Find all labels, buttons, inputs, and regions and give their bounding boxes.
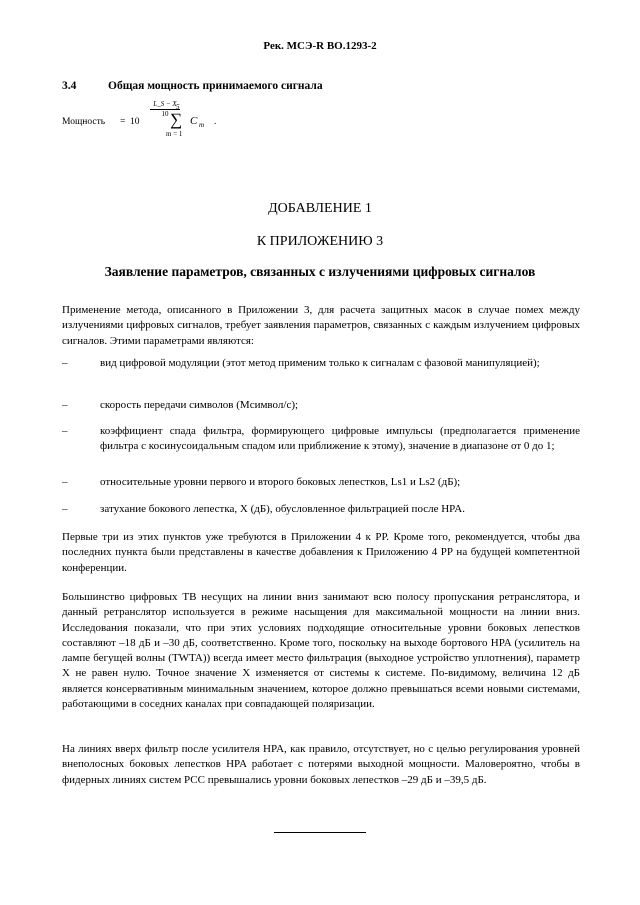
body-paragraph: Большинство цифровых ТВ несущих на линии вниз занимают всю полосу пропускания ретранслятора, и данный ретранслятор используется в режиме насыщения для максимальной мощности на линии вниз. Исследования показали, что при этих условиях подходящие относительные уровни боковых лепестков составляют –18 дБ и –30 дБ, соответственно. Кроме того, поскольку на выходе бортового HPA (усилитель на лампе бегущей волны (TWTA)) всегда имеет место фильтрация (выходное устройство уплотнения), параметр X не равен нулю. Точное значение X изменяется от системы к системе. По-видимому, величина 12 дБ является консервативным минимальным значением, которое должно превышаться всеми новыми системами, работающими в соседних каналах при совпадающей поляризации. bbox=[62, 591, 580, 711]
formula-term-subscript: m bbox=[199, 121, 205, 129]
intro-paragraph: Применение метода, описанного в Приложении 3, для расчета защитных масок в случае помех между излучениями цифровых сигналов, требует заявления параметров, связанных с каждым излучением цифровых сигналов. Этими параметрами являются: bbox=[62, 304, 580, 347]
list-item-text: вид цифровой модуляции (этот метод применим только к сигналам с фазовой манипуляцией); bbox=[100, 357, 540, 369]
addendum-title: Заявление параметров, связанных с излучениями цифровых сигналов bbox=[104, 264, 536, 279]
exponent-numerator: L_S − X bbox=[153, 100, 177, 108]
sum-symbol: ∑ bbox=[170, 110, 183, 129]
list-dash: – bbox=[62, 503, 68, 515]
formula-equals: = bbox=[120, 117, 126, 127]
section-title: Общая мощность принимаемого сигнала bbox=[108, 80, 323, 92]
sum-upper-limit: 5 bbox=[176, 103, 180, 111]
power-formula bbox=[62, 100, 362, 145]
list-item-text: коэффициент спада фильтра, формирующего цифровые импульсы (предполагается применение фильтра с косинусоидальным спадом или приближение к этому), значение в диапазоне от 0 до 1; bbox=[100, 425, 580, 453]
list-dash: – bbox=[62, 399, 68, 411]
list-item-text: относительные уровни первого и второго боковых лепестков, Ls1 и Ls2 (дБ); bbox=[100, 476, 461, 488]
list-item-text: скорость передачи символов (Мсимвол/с); bbox=[100, 399, 299, 411]
formula-lhs: Мощность bbox=[62, 117, 106, 127]
section-number: 3.4 bbox=[62, 80, 77, 92]
list-dash: – bbox=[62, 476, 68, 488]
section-heading bbox=[62, 80, 323, 92]
body-paragraph: Первые три из этих пунктов уже требуются в Приложении 4 к РР. Кроме того, рекомендуется, чтобы два последних пункта были представлены в качестве добавления к Приложению 4 РР на будущей компетентной конференции. bbox=[62, 531, 580, 574]
formula-end: . bbox=[214, 117, 217, 127]
list-item-text: затухание бокового лепестка, X (дБ), обусловленное фильтрацией после HPA. bbox=[100, 503, 465, 515]
addendum-subheading: К ПРИЛОЖЕНИЮ 3 bbox=[256, 234, 384, 249]
list-dash: – bbox=[62, 357, 68, 369]
list-dash: – bbox=[62, 425, 68, 437]
formula-term: C bbox=[190, 115, 198, 127]
addendum-heading: ДОБАВЛЕНИЕ 1 bbox=[268, 201, 372, 216]
formula-base: 10 bbox=[130, 117, 140, 127]
exponent-denominator: 10 bbox=[161, 110, 169, 118]
page-header: Рек. МСЭ-R BO.1293-2 bbox=[263, 40, 377, 52]
sum-lower-limit: m = 1 bbox=[166, 130, 183, 138]
body-paragraph: На линиях вверх фильтр после усилителя HPA, как правило, отсутствует, но с целью регулирования уровней внеполосных боковых лепестков HPA работает с потерями выходной мощности. Маловероятно, чтобы в фидерных линиях систем РСС превышались уровни боковых лепестков –29 дБ и –39,5 дБ. bbox=[62, 743, 580, 786]
footer-rule bbox=[274, 832, 366, 833]
